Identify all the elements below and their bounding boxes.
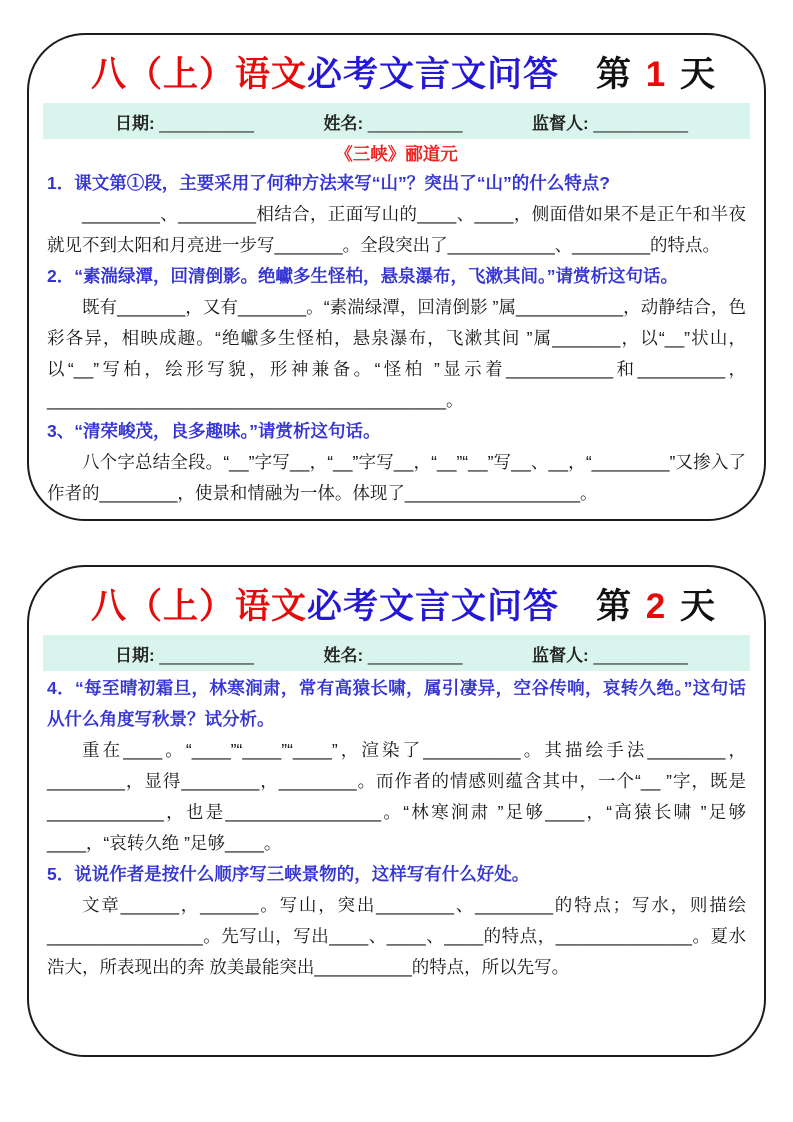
name-field bbox=[324, 641, 463, 666]
question-1: 1．课文第①段，主要采用了何种方法来写“山”？突出了“山”的什么特点? bbox=[47, 173, 610, 193]
meta-bar-day1 bbox=[43, 103, 750, 139]
supervisor-label: 监督人: bbox=[532, 645, 589, 665]
answer-5: 文章______，______。写山，突出________、________的特点；写水，则描绘________________。先写山，写出____、____、____的特点，______________。夏水浩大，所表现出的奔 放美最能突出__________的特点，所以先写。 bbox=[47, 895, 746, 977]
date-blank: __________ bbox=[159, 113, 254, 133]
card-title-day1 bbox=[43, 43, 750, 101]
answer-3: 八个字总结全段。“__”字写__，“__”字写__，“__”“__”写__、__，“________”又掺入了作者的________，使景和情融为一体。体现了__________________。 bbox=[47, 452, 746, 503]
supervisor-field bbox=[532, 109, 688, 134]
card-content-day1 bbox=[43, 168, 750, 509]
question-2: 2．“素湍绿潭，回清倒影。绝巘多生怪柏，悬泉瀑布，飞漱其间。”请赏析这句话。 bbox=[47, 266, 678, 286]
day-suffix: 天 bbox=[679, 55, 716, 94]
day-number: 1 bbox=[645, 55, 667, 94]
day-prefix: 第 bbox=[596, 55, 633, 94]
meta-bar-day2 bbox=[43, 635, 750, 671]
name-field bbox=[324, 109, 463, 134]
name-blank: __________ bbox=[367, 645, 463, 665]
answer-2: 既有_______，又有_______。“素湍绿潭，回清倒影 ”属___________，动静结合，色彩各异，相映成趣。“绝巘多生怪柏，悬泉瀑布，飞漱其间 ”属_______，以“__”状山，以“__”写柏，绘形写貌，形神兼备。“怪柏 ”显示着___________和_________，_________________________________________。 bbox=[47, 297, 746, 410]
question-5: 5．说说作者是按什么顺序写三峡景物的，这样写有什么好处。 bbox=[47, 864, 530, 884]
day-label bbox=[596, 579, 716, 629]
title-grade-subject: 八（上）语文 bbox=[91, 587, 308, 626]
date-label: 日期: bbox=[115, 645, 155, 665]
day-label bbox=[596, 47, 716, 97]
lesson-subtitle: 《三峡》郦道元 bbox=[335, 144, 458, 164]
name-blank: __________ bbox=[367, 113, 463, 133]
question-3: 3、“清荣峻茂，良多趣味。”请赏析这句话。 bbox=[47, 421, 381, 441]
supervisor-blank: __________ bbox=[593, 645, 688, 665]
card-content-day2 bbox=[43, 673, 750, 983]
answer-1: ________、________相结合，正面写山的____、____，侧面借如果不是正午和半夜就见不到太阳和月亮进一步写_______。全段突出了___________、________的特点。 bbox=[47, 204, 746, 255]
worksheet-card-day2 bbox=[27, 565, 766, 1057]
date-label: 日期: bbox=[115, 113, 155, 133]
supervisor-label: 监督人: bbox=[532, 113, 589, 133]
title-topic: 必考文言文问答 bbox=[307, 587, 560, 626]
name-label: 姓名: bbox=[323, 113, 364, 133]
day-prefix: 第 bbox=[596, 587, 633, 626]
title-topic: 必考文言文问答 bbox=[307, 55, 560, 94]
date-field bbox=[115, 109, 254, 134]
date-field bbox=[115, 641, 254, 666]
day-number: 2 bbox=[645, 587, 667, 626]
date-blank: __________ bbox=[159, 645, 254, 665]
supervisor-blank: __________ bbox=[593, 113, 688, 133]
supervisor-field bbox=[532, 641, 688, 666]
title-grade-subject: 八（上）语文 bbox=[91, 55, 308, 94]
name-label: 姓名: bbox=[323, 645, 364, 665]
question-4: 4．“每至晴初霜旦，林寒涧肃，常有高猿长啸，属引凄异，空谷传响，哀转久绝。”这句话从什么角度写秋景？试分析。 bbox=[47, 678, 746, 729]
card-title-day2 bbox=[43, 575, 750, 633]
day-suffix: 天 bbox=[679, 587, 716, 626]
worksheet-card-day1 bbox=[27, 33, 766, 521]
answer-4: 重在____。“____”“____”“____”，渲染了__________。其描绘手法________，________，显得________，________。而作者的情感则蕴含其中，一个“__ ”字，既是____________，也是________________。“林寒涧肃 ”足够____，“高猿长啸 ”足够____，“哀转久绝 ”足够____。 bbox=[47, 740, 746, 853]
